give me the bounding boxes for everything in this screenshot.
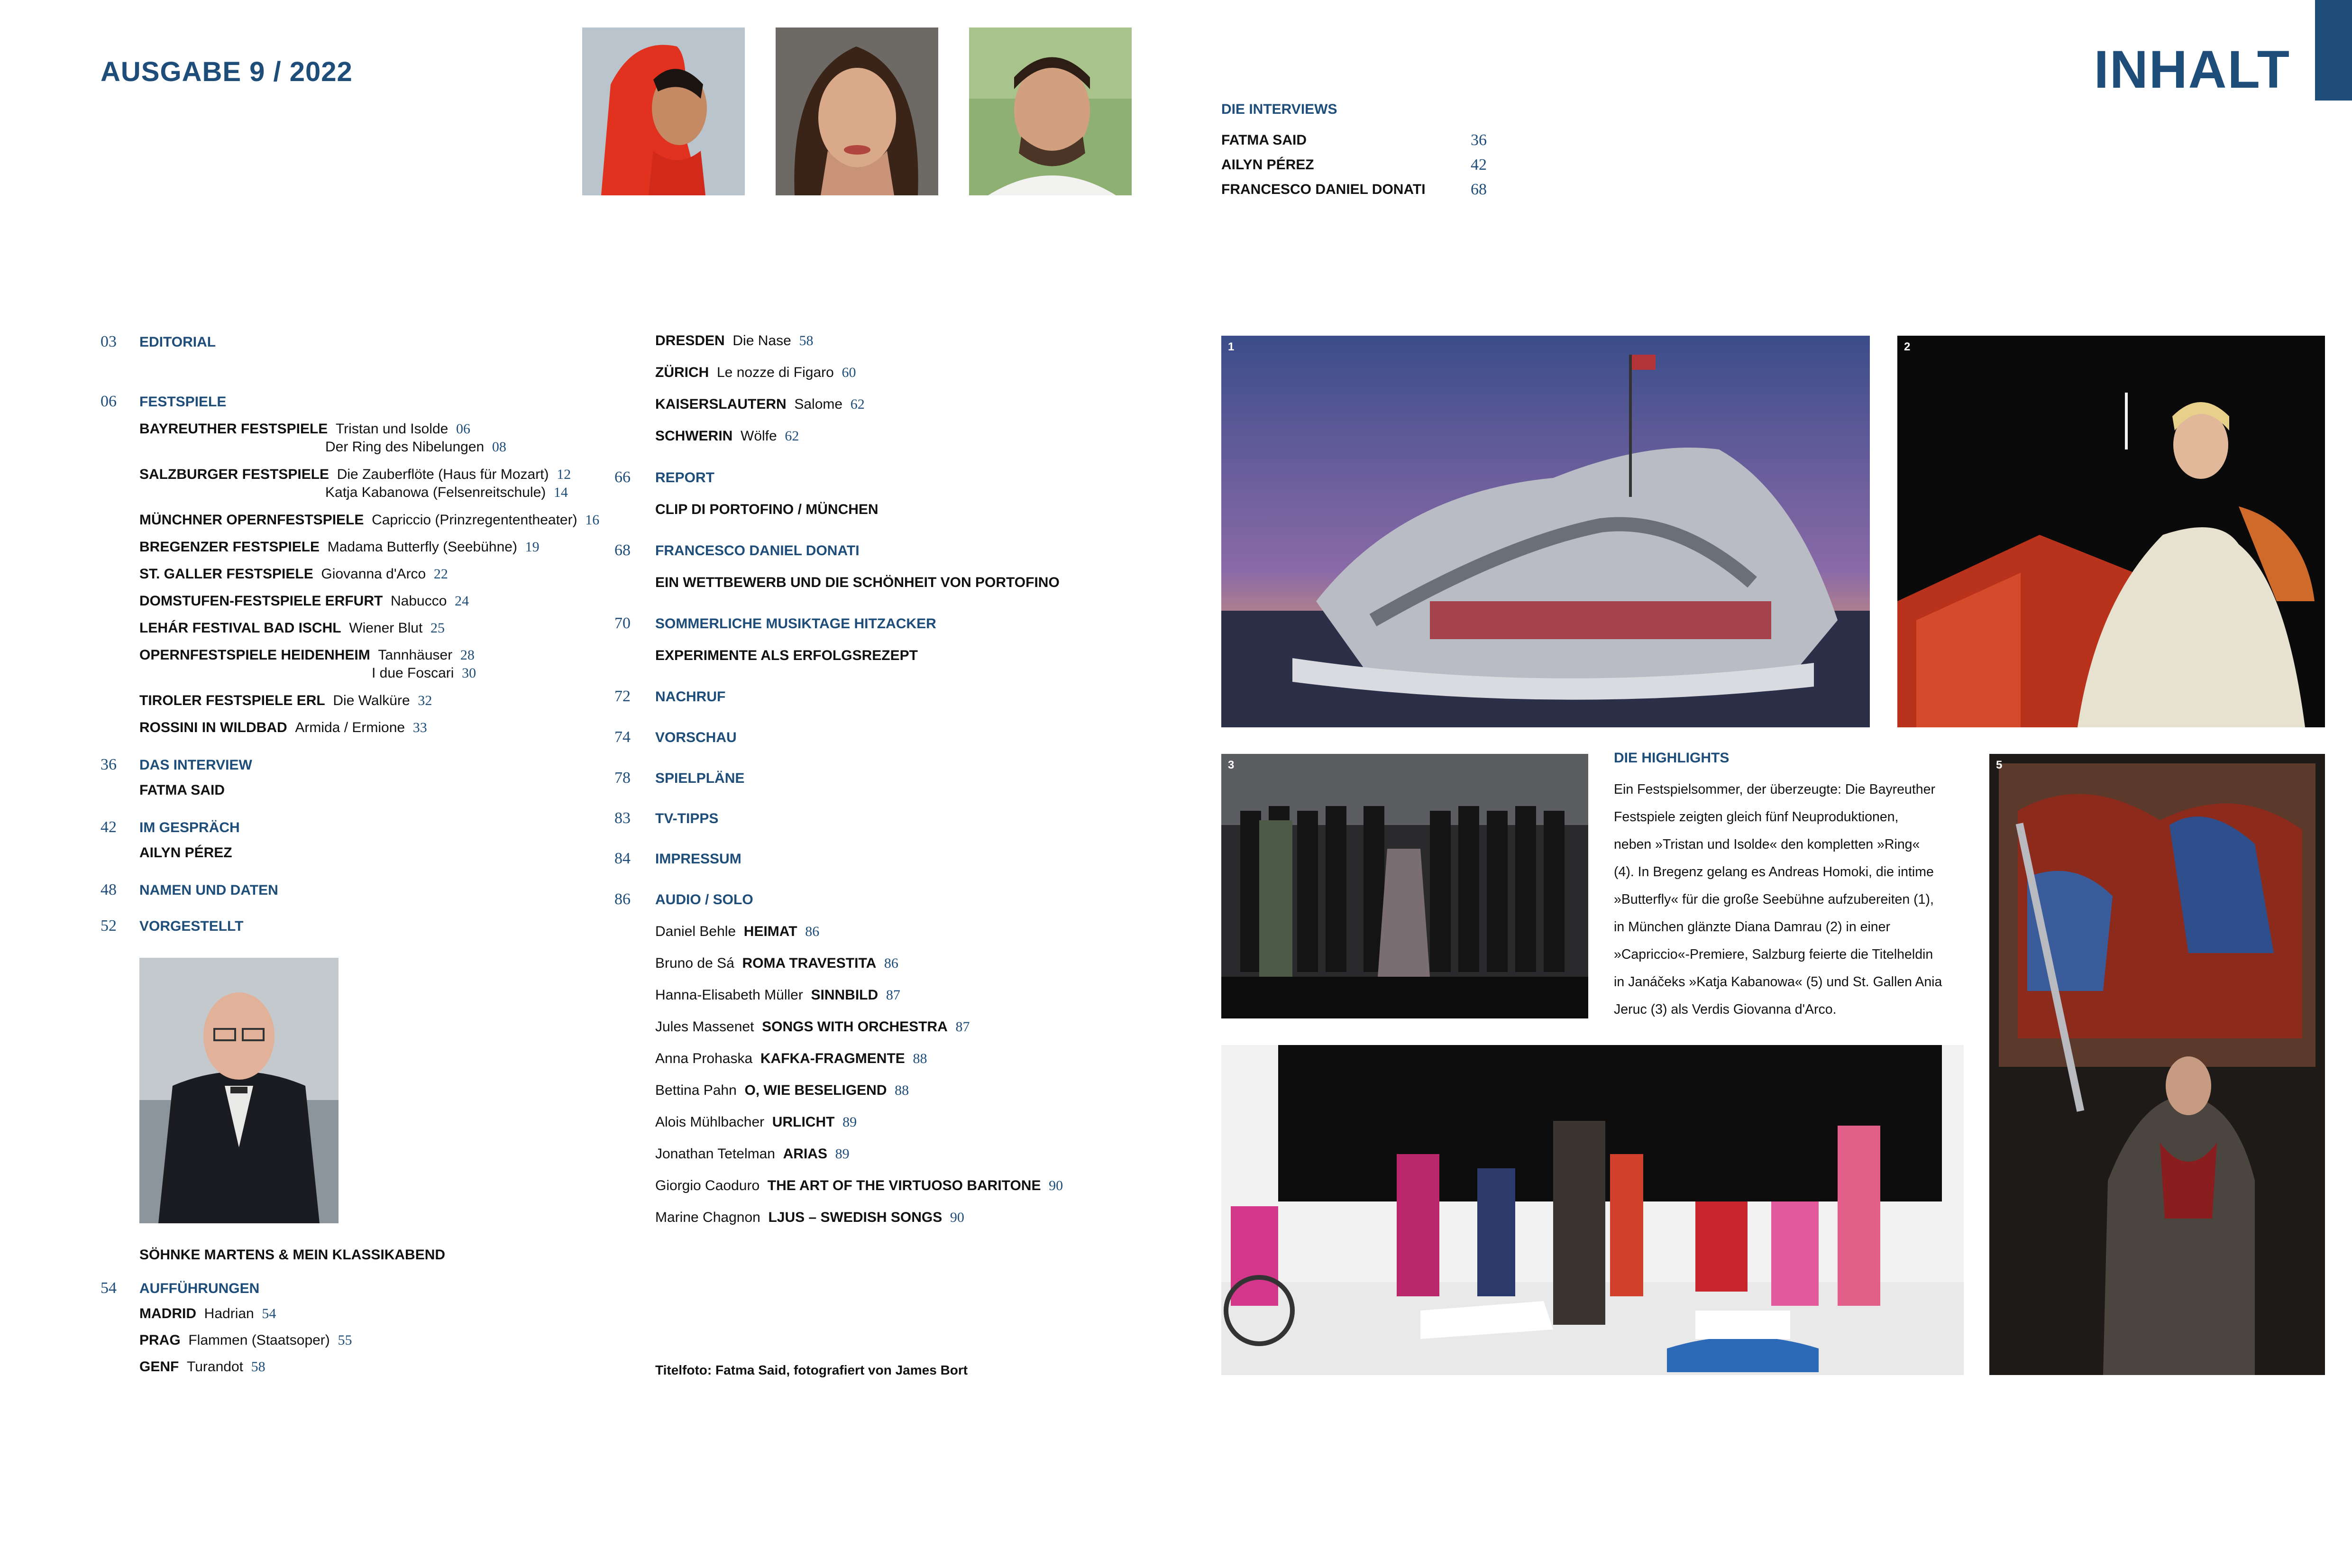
performance-page: 58: [251, 1359, 265, 1375]
toc-page-number: 72: [614, 688, 631, 705]
toc-festspiele[interactable]: [101, 393, 226, 411]
toc-section-title: EDITORIAL: [139, 334, 216, 350]
interview-name: FRANCESCO DANIEL DONATI: [1221, 182, 1426, 197]
portrait-ailyn-perez: [776, 28, 938, 195]
vorgestellt-caption: SÖHNKE MARTENS & MEIN KLASSIKABEND: [139, 1247, 446, 1263]
toc-namen[interactable]: [101, 881, 278, 899]
interviews-box: [1221, 101, 1487, 202]
festival-entry[interactable]: [139, 593, 469, 609]
performance-city: PRAG: [139, 1332, 181, 1348]
toc-page-number: 70: [614, 614, 631, 632]
performance-work: Le nozze di Figaro: [717, 365, 834, 380]
festival-work: Wiener Blut: [349, 620, 423, 636]
performance-work: Die Nase: [732, 333, 791, 348]
interview-row[interactable]: [1221, 153, 1487, 177]
festival-page: 08: [492, 439, 506, 455]
interview-row[interactable]: [1221, 177, 1487, 202]
photo-bregenz-butterfly: [1221, 336, 1870, 727]
performance-city: ZÜRICH: [655, 365, 709, 380]
festival-name: DOMSTUFEN-FESTSPIELE ERFURT: [139, 593, 383, 609]
performance-page: 54: [262, 1306, 276, 1321]
album-artist: Jonathan Tetelman: [655, 1146, 775, 1162]
toc-subtitle: EIN WETTBEWERB UND DIE SCHÖNHEIT VON PORTOFINO: [655, 575, 1060, 590]
toc-page-number: 06: [101, 393, 117, 410]
festival-work: Katja Kabanowa (Felsenreitschule): [325, 485, 546, 500]
festival-work: Die Walküre: [333, 693, 410, 708]
toc-section-title: IMPRESSUM: [655, 851, 741, 867]
festival-work: Armida / Ermione: [295, 720, 405, 735]
page-title: INHALT: [2094, 40, 2290, 99]
festival-work: Der Ring des Nibelungen: [325, 439, 485, 455]
cover-photo-credit: Titelfoto: Fatma Said, fotografiert von James Bort: [655, 1363, 968, 1377]
album-page: 89: [842, 1114, 857, 1130]
interview-row[interactable]: [1221, 128, 1487, 153]
performance-work: Wölfe: [741, 428, 777, 444]
toc-impressum[interactable]: [614, 850, 741, 868]
toc-page-number: 48: [101, 881, 117, 899]
album-artist: Marine Chagnon: [655, 1210, 760, 1225]
album-artist: Anna Prohaska: [655, 1051, 753, 1066]
album-entry[interactable]: [655, 924, 819, 940]
toc-hitzacker[interactable]: [614, 614, 936, 633]
festival-entry-secondary[interactable]: [325, 485, 568, 501]
toc-section-title: NAMEN UND DATEN: [139, 882, 278, 898]
festival-work: Madama Butterfly (Seebühne): [327, 539, 517, 555]
toc-page-number: 68: [614, 541, 631, 559]
performance-work: Flammen (Staatsoper): [188, 1332, 330, 1348]
festival-entry[interactable]: [139, 566, 448, 582]
toc-page-number: 83: [614, 809, 631, 827]
performance-city: GENF: [139, 1359, 179, 1375]
performance-page: 62: [850, 396, 865, 412]
festival-page: 30: [462, 665, 476, 681]
photo-st-gallen-giovanna: [1221, 754, 1588, 1018]
toc-section-title: NACHRUF: [655, 689, 726, 705]
toc-nachruf[interactable]: [614, 688, 725, 706]
performance-entry[interactable]: [139, 1306, 276, 1322]
festival-entry[interactable]: [139, 693, 432, 709]
toc-page-number: 84: [614, 850, 631, 867]
performance-city: MADRID: [139, 1306, 196, 1321]
performance-city: KAISERSLAUTERN: [655, 396, 787, 412]
toc-section-title: SOMMERLICHE MUSIKTAGE HITZACKER: [655, 616, 936, 632]
album-page: 89: [835, 1146, 850, 1162]
album-title: O, WIE BESELIGEND: [744, 1082, 887, 1098]
toc-subtitle: CLIP DI PORTOFINO / MÜNCHEN: [655, 502, 879, 517]
performance-page: 60: [842, 365, 856, 380]
toc-page-number: 36: [101, 756, 117, 773]
album-artist: Jules Massenet: [655, 1019, 754, 1035]
album-page: 86: [884, 955, 898, 971]
album-entry[interactable]: [655, 1210, 964, 1226]
toc-section-title: DAS INTERVIEW: [139, 757, 252, 773]
toc-auffuehrungen[interactable]: [101, 1279, 259, 1297]
album-page: 87: [886, 987, 900, 1003]
album-entry[interactable]: [655, 1051, 927, 1067]
festival-work: I due Foscari: [372, 665, 454, 681]
photo-number: 2: [1904, 340, 1911, 353]
photo-number: 1: [1228, 340, 1235, 353]
festival-entry[interactable]: [139, 467, 571, 483]
performance-work: Turandot: [187, 1359, 243, 1375]
festival-work: Capriccio (Prinzregententheater): [372, 512, 577, 528]
festival-page: 25: [430, 620, 445, 636]
album-page: 88: [895, 1082, 909, 1098]
interview-name: FATMA SAID: [1221, 132, 1307, 148]
performance-entry[interactable]: [655, 333, 813, 349]
album-title: SONGS WITH ORCHESTRA: [762, 1019, 948, 1035]
highlights-heading: DIE HIGHLIGHTS: [1614, 750, 1730, 766]
album-title: SINNBILD: [811, 987, 879, 1003]
photo-number: 5: [1996, 759, 2003, 771]
portrait-francesco-daniel-donati: [969, 28, 1132, 195]
toc-page-number: 52: [101, 917, 117, 935]
issue-label: AUSGABE 9 / 2022: [101, 56, 353, 87]
toc-page-number: 54: [101, 1279, 117, 1297]
festival-name: OPERNFESTSPIELE HEIDENHEIM: [139, 647, 370, 663]
album-page: 87: [955, 1019, 970, 1035]
toc-subtitle: EXPERIMENTE ALS ERFOLGSREZEPT: [655, 648, 918, 663]
festival-entry[interactable]: [139, 512, 599, 528]
album-title: ARIAS: [783, 1146, 827, 1162]
festival-name: MÜNCHNER OPERNFESTSPIELE: [139, 512, 364, 528]
toc-section-title: FESTSPIELE: [139, 394, 227, 410]
festival-name: SALZBURGER FESTSPIELE: [139, 467, 329, 482]
festival-work: Nabucco: [391, 593, 447, 609]
toc-page-number: 42: [101, 818, 117, 836]
toc-page-number: 86: [614, 890, 631, 908]
album-entry[interactable]: [655, 955, 898, 972]
festival-page: 14: [553, 485, 568, 500]
performance-entry[interactable]: [139, 1332, 352, 1348]
photo-soehnke-martens: [139, 958, 339, 1223]
toc-section-title: SPIELPLÄNE: [655, 770, 745, 786]
photo-capriccio-damrau: [1897, 336, 2325, 727]
festival-entry[interactable]: [139, 720, 427, 736]
toc-vorgestellt[interactable]: [101, 917, 243, 935]
performance-page: 58: [799, 333, 814, 348]
toc-page-number: 78: [614, 769, 631, 787]
toc-spielplaene[interactable]: [614, 769, 744, 787]
festival-page: 28: [460, 647, 475, 663]
festival-entry[interactable]: [139, 539, 540, 555]
festival-name: LEHÁR FESTIVAL BAD ISCHL: [139, 620, 341, 636]
toc-section-title: VORSCHAU: [655, 730, 737, 745]
album-title: KAFKA-FRAGMENTE: [760, 1051, 905, 1066]
toc-report[interactable]: [614, 468, 714, 486]
highlights-body: Ein Festspielsommer, der überzeugte: Die Bayreuther Festspiele zeigten gleich fünf Neuproduktionen, neben »Tristan und Isolde« den kompletten »Ring« (4). In Bregenz gelang es Andreas Homoki, die intime »Butterfly« für die große Seebühne aufzubereiten (1), in München glänzte Diana Damrau (2) in einer »Capriccio«-Premiere, Salzburg feierte die Titelheldin in Janáčeks »Katja Kabanowa« (5) und St. Gallen Ania Jeruc (3) als Verdis Giovanna d'Arco.: [1614, 782, 1942, 1017]
performance-entry[interactable]: [655, 396, 865, 413]
festival-page: 06: [456, 421, 470, 437]
festival-work: Tristan und Isolde: [335, 421, 448, 437]
performance-entry[interactable]: [655, 428, 799, 444]
festival-entry[interactable]: [139, 421, 470, 437]
interview-page: 68: [1471, 181, 1487, 198]
toc-gespraech[interactable]: [101, 818, 240, 836]
festival-page: 32: [418, 693, 432, 708]
festival-entry-secondary[interactable]: [372, 665, 476, 681]
album-artist: Bruno de Sá: [655, 955, 734, 971]
album-title: HEIMAT: [743, 924, 797, 939]
toc-subtitle: FATMA SAID: [139, 782, 225, 798]
interview-name: AILYN PÉREZ: [1221, 157, 1314, 173]
toc-page-number: 66: [614, 468, 631, 486]
toc-page-number: 74: [614, 728, 631, 746]
festival-work: Tannhäuser: [378, 647, 453, 663]
festival-name: BAYREUTHER FESTSPIELE: [139, 421, 328, 437]
performance-page: 62: [785, 428, 799, 444]
album-artist: Bettina Pahn: [655, 1082, 737, 1098]
festival-entry-secondary[interactable]: [325, 439, 506, 455]
festival-name: TIROLER FESTSPIELE ERL: [139, 693, 325, 708]
performance-work: Salome: [794, 396, 843, 412]
festival-page: 24: [455, 593, 469, 609]
album-page: 90: [1049, 1178, 1063, 1193]
album-title: LJUS – SWEDISH SONGS: [768, 1210, 943, 1225]
toc-section-title: FRANCESCO DANIEL DONATI: [655, 543, 860, 559]
album-title: THE ART OF THE VIRTUOSO BARITONE: [767, 1178, 1041, 1193]
festival-name: ROSSINI IN WILDBAD: [139, 720, 287, 735]
album-artist: Giorgio Caoduro: [655, 1178, 760, 1193]
performance-work: Hadrian: [204, 1306, 254, 1321]
interviews-heading: DIE INTERVIEWS: [1221, 101, 1337, 117]
toc-section-title: AUFFÜHRUNGEN: [139, 1281, 260, 1296]
album-title: URLICHT: [772, 1114, 835, 1130]
album-entry[interactable]: [655, 1082, 909, 1099]
album-artist: Daniel Behle: [655, 924, 736, 939]
toc-section-title: REPORT: [655, 470, 715, 486]
portrait-fatma-said: [582, 28, 745, 195]
performance-city: DRESDEN: [655, 333, 725, 348]
toc-section-title: VORGESTELLT: [139, 918, 244, 934]
album-page: 90: [950, 1210, 964, 1225]
photo-bayreuth-ring: [1221, 1045, 1964, 1375]
festival-entry[interactable]: [139, 620, 445, 636]
photo-katja-kabanowa: [1989, 754, 2325, 1375]
toc-section-title: TV-TIPPS: [655, 811, 719, 826]
festival-work: Giovanna d'Arco: [321, 566, 426, 582]
toc-subtitle: AILYN PÉREZ: [139, 845, 232, 861]
album-entry[interactable]: [655, 1019, 970, 1035]
interview-page: 36: [1471, 131, 1487, 149]
toc-editorial[interactable]: [101, 333, 216, 351]
festival-page: 12: [557, 467, 571, 482]
toc-section-title: IM GESPRÄCH: [139, 820, 240, 835]
album-entry[interactable]: [655, 1114, 857, 1130]
festival-page: 22: [433, 566, 448, 582]
album-artist: Hanna-Elisabeth Müller: [655, 987, 803, 1003]
toc-audio-solo[interactable]: [614, 890, 753, 908]
festival-name: BREGENZER FESTSPIELE: [139, 539, 320, 555]
toc-page-number: 03: [101, 333, 117, 350]
album-title: ROMA TRAVESTITA: [742, 955, 877, 971]
album-entry[interactable]: [655, 987, 900, 1003]
album-artist: Alois Mühlbacher: [655, 1114, 765, 1130]
interview-page: 42: [1471, 156, 1487, 174]
festival-page: 19: [525, 539, 540, 555]
album-page: 88: [913, 1051, 927, 1066]
album-entry[interactable]: [655, 1178, 1063, 1194]
toc-donati[interactable]: [614, 541, 860, 559]
festival-entry[interactable]: [139, 647, 475, 663]
toc-section-title: AUDIO / SOLO: [655, 892, 753, 908]
performance-city: SCHWERIN: [655, 428, 733, 444]
photo-number: 3: [1228, 759, 1235, 771]
festival-work: Die Zauberflöte (Haus für Mozart): [337, 467, 549, 482]
album-page: 86: [805, 924, 820, 939]
highlights-text: [1614, 750, 1965, 1023]
title-accent-bar: [2315, 0, 2352, 101]
festival-page: 16: [585, 512, 600, 528]
album-entry[interactable]: [655, 1146, 850, 1162]
festival-name: ST. GALLER FESTSPIELE: [139, 566, 313, 582]
festival-page: 33: [412, 720, 427, 735]
toc-tv-tipps[interactable]: [614, 809, 718, 827]
performance-page: 55: [338, 1332, 352, 1348]
performance-entry[interactable]: [139, 1359, 265, 1375]
toc-interview[interactable]: [101, 756, 252, 774]
toc-vorschau[interactable]: [614, 728, 737, 746]
performance-entry[interactable]: [655, 365, 856, 381]
